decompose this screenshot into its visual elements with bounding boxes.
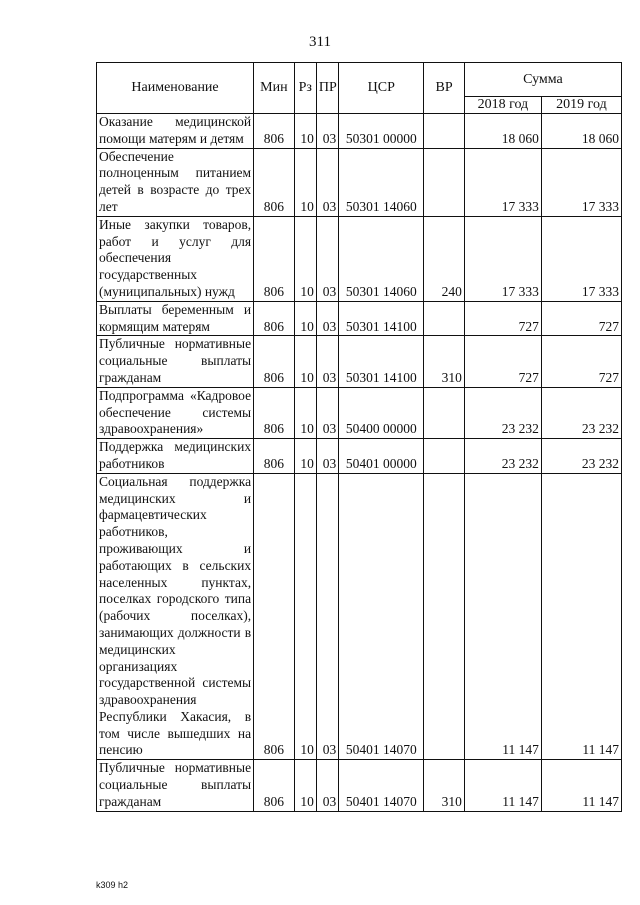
row-min-cell: 806 [254,760,295,811]
header-min: Мин [254,63,295,114]
row-rz-cell: 10 [294,216,316,301]
header-year-2018: 2018 год [464,97,541,114]
row-rz-cell: 10 [294,336,316,387]
row-2018-cell: 11 147 [464,760,541,811]
table-row [97,760,622,811]
row-2018-cell: 727 [464,301,541,336]
row-csr-cell: 50301 14100 [339,336,424,387]
row-vr-cell [424,473,465,760]
row-vr-cell: 240 [424,216,465,301]
row-min-cell: 806 [254,439,295,474]
row-2018-cell: 17 333 [464,216,541,301]
table-row [97,114,622,149]
row-2018-cell: 23 232 [464,387,541,438]
row-2019-cell: 727 [541,301,621,336]
row-pr-cell: 03 [316,387,338,438]
row-csr-cell: 50401 14070 [339,473,424,760]
row-2019-cell: 727 [541,336,621,387]
row-name-cell: Оказание медицинской помощи матерям и детям [97,114,254,149]
header-csr: ЦСР [339,63,424,114]
row-min-cell: 806 [254,387,295,438]
table-body [97,114,622,812]
row-rz-cell: 10 [294,387,316,438]
row-2018-cell: 11 147 [464,473,541,760]
row-vr-cell [424,114,465,149]
header-name: Наименование [97,63,254,114]
header-rz: Рз [294,63,316,114]
row-2019-cell: 17 333 [541,148,621,216]
table-row [97,148,622,216]
row-name-cell: Публичные нормативные социальные выплаты гражданам [97,760,254,811]
page-number: 311 [309,34,331,50]
row-csr-cell: 50301 00000 [339,114,424,149]
header-sum: Сумма [464,63,621,97]
row-min-cell: 806 [254,216,295,301]
row-min-cell: 806 [254,301,295,336]
row-vr-cell [424,301,465,336]
row-pr-cell: 03 [316,439,338,474]
row-2019-cell: 23 232 [541,387,621,438]
row-2019-cell: 17 333 [541,216,621,301]
row-name-cell: Обеспечение полноценным питанием детей в возрасте до трех лет [97,148,254,216]
header-year-2019: 2019 год [541,97,621,114]
row-pr-cell: 03 [316,760,338,811]
row-vr-cell: 310 [424,336,465,387]
row-2018-cell: 23 232 [464,439,541,474]
row-rz-cell: 10 [294,148,316,216]
row-2018-cell: 17 333 [464,148,541,216]
row-pr-cell: 03 [316,301,338,336]
table-row [97,216,622,301]
row-pr-cell: 03 [316,216,338,301]
row-name-cell: Подпрограмма «Кадровое обеспечение системы здравоохранения» [97,387,254,438]
row-vr-cell: 310 [424,760,465,811]
row-min-cell: 806 [254,473,295,760]
row-rz-cell: 10 [294,439,316,474]
table-row [97,387,622,438]
row-csr-cell: 50401 00000 [339,439,424,474]
row-name-cell: Иные закупки товаров, работ и услуг для обеспечения государственных (муниципальных) нужд [97,216,254,301]
row-name-cell: Поддержка медицинских работников [97,439,254,474]
row-min-cell: 806 [254,336,295,387]
table-row [97,336,622,387]
header-pr: ПР [316,63,338,114]
row-csr-cell: 50301 14060 [339,148,424,216]
row-rz-cell: 10 [294,473,316,760]
row-name-cell: Выплаты беременным и кормящим матерям [97,301,254,336]
row-2019-cell: 18 060 [541,114,621,149]
row-vr-cell [424,148,465,216]
row-2019-cell: 11 147 [541,473,621,760]
table-row [97,473,622,760]
budget-table [96,62,622,812]
row-min-cell: 806 [254,114,295,149]
row-pr-cell: 03 [316,114,338,149]
row-2018-cell: 18 060 [464,114,541,149]
row-vr-cell [424,439,465,474]
row-vr-cell [424,387,465,438]
row-2018-cell: 727 [464,336,541,387]
row-pr-cell: 03 [316,148,338,216]
row-rz-cell: 10 [294,114,316,149]
row-name-cell: Публичные нормативные социальные выплаты гражданам [97,336,254,387]
footer-code: k309 h2 [96,880,129,890]
row-min-cell: 806 [254,148,295,216]
row-csr-cell: 50301 14060 [339,216,424,301]
row-rz-cell: 10 [294,760,316,811]
row-pr-cell: 03 [316,336,338,387]
row-csr-cell: 50400 00000 [339,387,424,438]
row-csr-cell: 50401 14070 [339,760,424,811]
row-name-cell: Социальная поддержка медицинских и фармацевтических работников, проживающих и работающих в сельских населенных пунктах, поселках городского типа (рабочих поселках), занимающих должности в медицинских организациях государственной системы здравоохранения Республики Хакасия, в том числе вышедших на пенсию [97,473,254,760]
table-row [97,439,622,474]
table-row [97,301,622,336]
row-rz-cell: 10 [294,301,316,336]
row-pr-cell: 03 [316,473,338,760]
row-2019-cell: 23 232 [541,439,621,474]
row-2019-cell: 11 147 [541,760,621,811]
row-csr-cell: 50301 14100 [339,301,424,336]
header-vr: ВР [424,63,465,114]
